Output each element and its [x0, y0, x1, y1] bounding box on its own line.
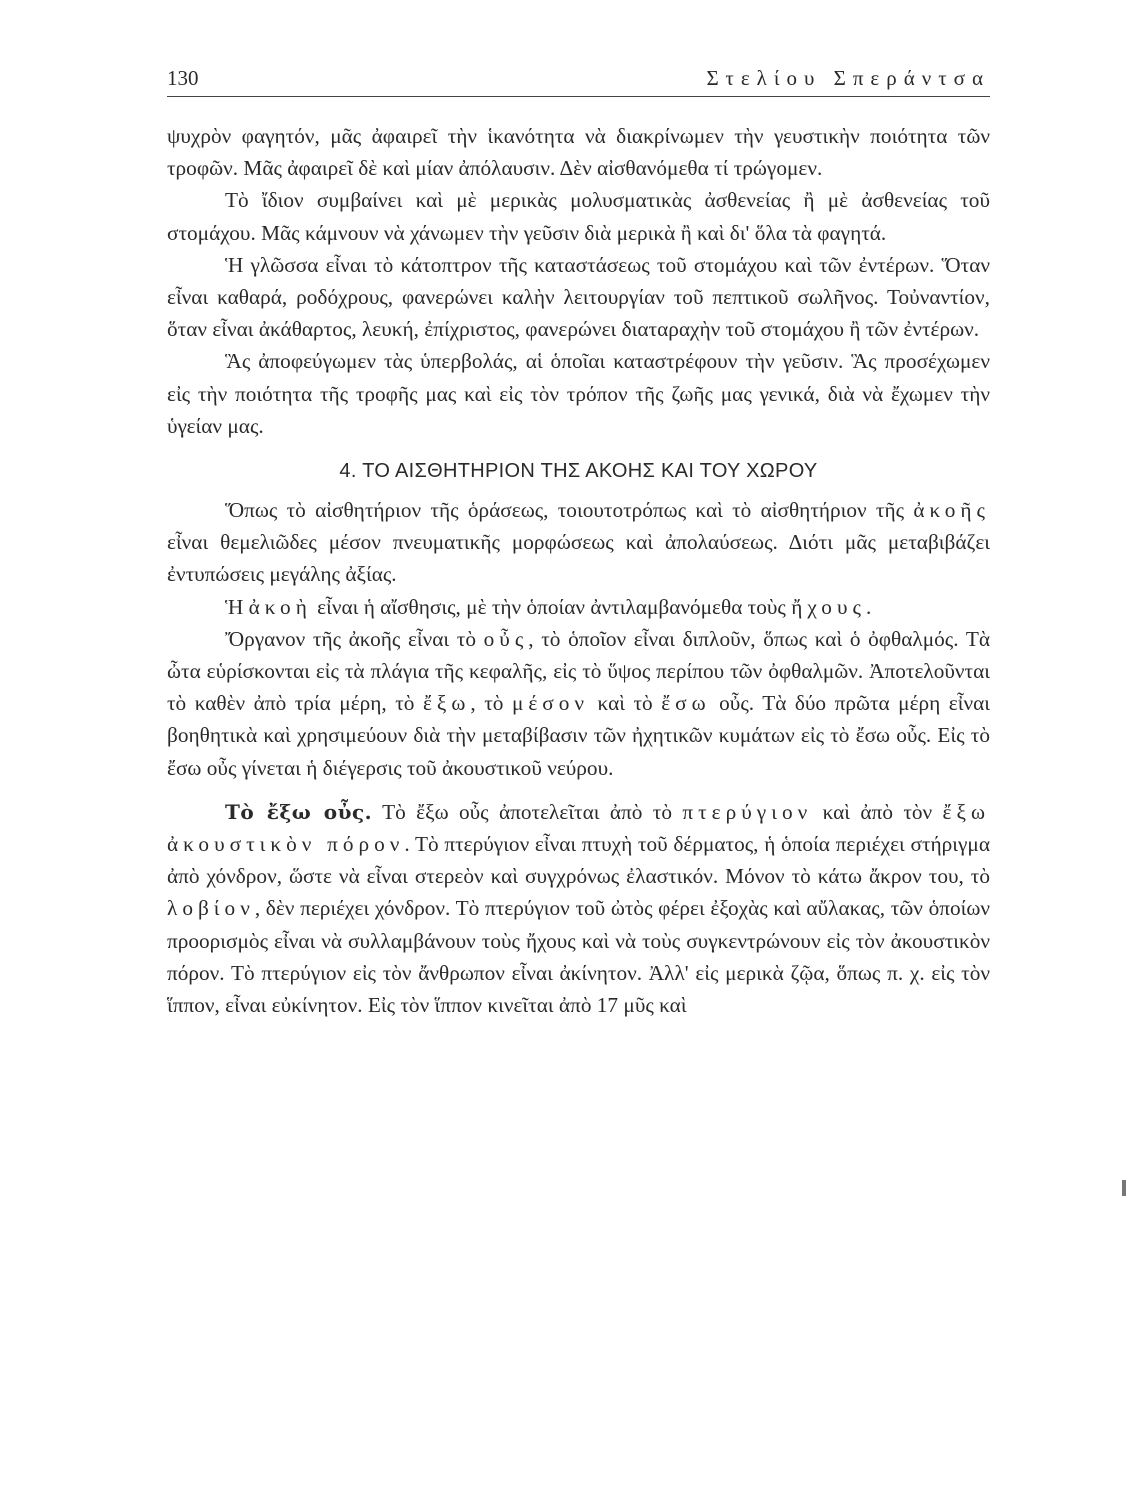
spaced-term: ἀκοὴ	[248, 594, 312, 619]
spaced-term: ἀκοῆς	[913, 498, 990, 523]
text-run: Ὄργανον τῆς ἀκοῆς εἶναι τὸ	[225, 626, 484, 651]
spaced-term: μέσον	[511, 691, 590, 716]
spaced-term: πτερύγιον	[682, 799, 813, 824]
spaced-term: ἔξω	[422, 691, 471, 716]
text-run: εἶναι θεμελιῶδες μέσον πνευματικῆς μορφώσεως καὶ ἀπολαύσεως. Διότι μᾶς μεταβιβάζει ἐντυπώσεις μεγάλης ἀξίας.	[167, 530, 990, 587]
paragraph	[167, 591, 990, 623]
paragraph: Ἃς ἀποφεύγωμεν τὰς ὑπερβολάς, αἱ ὁποῖαι καταστρέφουν τὴν γεῦσιν. Ἃς προσέχωμεν εἰς τὴν ποιότητα τῆς τροφῆς μας καὶ εἰς τὸν τρόπον τῆς ζωῆς μας γενικά, διὰ νὰ ἔχωμεν τὴν ὑγείαν μας.	[167, 349, 990, 438]
running-header	[167, 60, 990, 97]
text-run: Τὸ ἔξω οὖς ἀποτελεῖται ἀπὸ τὸ	[372, 799, 683, 824]
text-run: , τὸ ὁποῖον εἶναι διπλοῦν, ὅπως καὶ ὁ ὀφθαλμός. Τὰ ὦτα εὑρίσκονται εἰς τὰ πλάγια τῆς κεφαλῆς, εἰς τὸ ὕψος περίπου τῶν ὀφθαλμῶν. Ἀποτελοῦνται τὸ καθὲν ἀπὸ τρία μέρη, τὸ	[167, 626, 990, 716]
spaced-term: οὖς	[483, 626, 529, 651]
paragraph: Ἡ γλῶσσα εἶναι τὸ κάτοπτρον τῆς καταστάσεως τοῦ στομάχου καὶ τῶν ἐντέρων. Ὅταν εἶναι καθαρά, ροδόχρους, φανερώνει καλὴν λειτουργίαν τοῦ πεπτικοῦ σωλῆνος. Τοὐναντίον, ὅταν εἶναι ἀκάθαρτος, λευκή, ἐπίχριστος, φανερώνει διαταραχὴν τοῦ στομάχου ἢ τῶν ἐντέρων.	[167, 252, 990, 342]
text-run: .	[865, 594, 872, 619]
paragraph	[167, 494, 990, 591]
text-run: Ἡ	[225, 594, 249, 619]
spaced-term: ἔσω	[661, 691, 711, 716]
spaced-term: λοβίον	[167, 896, 255, 921]
bold-subheading: Τὸ ἔξω οὖς.	[225, 799, 373, 824]
text-run: , τὸ	[470, 691, 512, 716]
text-run: οὖς. Τὰ δύο πρῶτα μέρη εἶναι βοηθητικὰ καὶ χρησιμεύουν διὰ τὴν μεταβίβασιν τῶν ἠχητικῶν κυμάτων εἰς τὸ ἔσω οὖς. Εἰς τὸ ἔσω οὖς γίνεται ἡ διέγερσις τοῦ ἀκουστικοῦ νεύρου.	[167, 691, 990, 780]
running-title: Στελίου Σπεράντσα	[706, 66, 990, 90]
text-run: Ὅπως τὸ αἰσθητήριον τῆς ὁράσεως, τοιουτοτρόπως καὶ τὸ αἰσθητήριον τῆς	[225, 498, 914, 523]
text-run: εἶναι ἡ αἴσθησις, μὲ τὴν ὁποίαν ἀντιλαμβανόμεθα τοὺς	[311, 594, 792, 619]
spaced-term: ἤχους	[791, 594, 866, 619]
paragraph	[167, 796, 990, 1021]
spaced-term: ἔξω ἀκουστικὸν πόρον	[167, 799, 991, 857]
text-run: , δὲν περιέχει χόνδρον. Τὸ πτερύγιον τοῦ ὠτὸς φέρει ἐξοχὰς καὶ αὔλακας, τῶν ὁποίων προορισμὸς εἶναι νὰ συλλαμβάνουν τοὺς ἤχους καὶ νὰ τοὺς συγκεντρώνουν εἰς τὸν ἀκουστικὸν πόρον. Τὸ πτερύγιον εἰς τὸν ἄνθρωπον εἶναι ἀκίνητον. Ἀλλ' εἰς μερικὰ ζῷα, ὅπως π. χ. εἰς τὸν ἵππον, εἶναι εὐκίνητον. Εἰς τὸν ἵππον κινεῖται ἀπὸ 17 μῦς καὶ	[167, 896, 990, 1018]
text-run: καὶ τὸ	[589, 691, 662, 716]
page-number: 130	[167, 66, 199, 90]
text-run: . Τὸ πτερύγιον εἶναι πτυχὴ τοῦ δέρματος, ἡ ὁποία περιέχει στήριγμα ἀπὸ χόνδρον, ὥστε νὰ εἶναι στερεὸν καὶ συγχρόνως ἐλαστικόν. Μόνον τὸ κάτω ἄκρον του, τὸ	[167, 832, 990, 889]
body-text	[167, 120, 990, 1021]
paragraph	[167, 623, 990, 784]
paragraph: Τὸ ἴδιον συμβαίνει καὶ μὲ μερικὰς μολυσματικὰς ἀσθενείας ἢ μὲ ἀσθενείας τοῦ στομάχου. Μᾶς κάμνουν νὰ χάνωμεν τὴν γεῦσιν διὰ μερικὰ ἢ καὶ δι' ὅλα τὰ φαγητά.	[167, 188, 990, 245]
scan-edge-mark	[1122, 1180, 1126, 1196]
paragraph: ψυχρὸν φαγητόν, μᾶς ἀφαιρεῖ τὴν ἱκανότητα νὰ διακρίνωμεν τὴν γευστικὴν ποιότητα τῶν τροφῶν. Μᾶς ἀφαιρεῖ δὲ καὶ μίαν ἀπόλαυσιν. Δὲν αἰσθανόμεθα τί τρώγομεν.	[167, 124, 990, 181]
section-heading: 4. ΤΟ ΑΙΣΘΗΤΗΡΙΟΝ ΤΗΣ ΑΚΟΗΣ ΚΑΙ ΤΟΥ ΧΩΡΟΥ	[339, 460, 818, 483]
text-run: καὶ ἀπὸ τὸν	[812, 799, 943, 824]
